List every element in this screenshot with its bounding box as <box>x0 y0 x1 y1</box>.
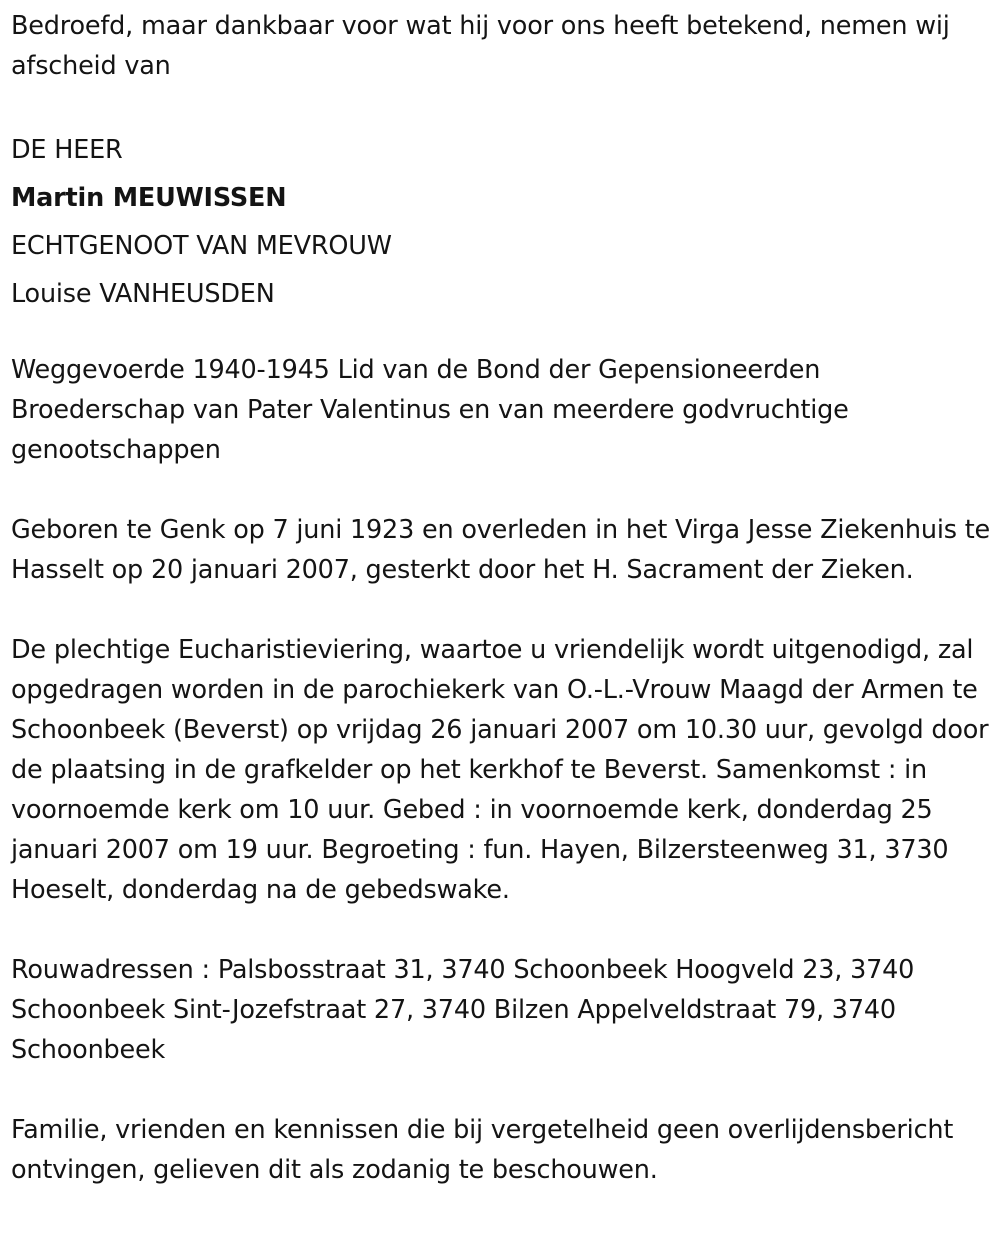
spacer <box>11 590 1000 630</box>
birth-death-text: Geboren te Genk op 7 juni 1923 en overleden in het Virga Jesse Ziekenhuis te Hasselt op 20 januari 2007, gesterkt door het H. Sacrament der Zieken. <box>11 515 990 585</box>
spacer <box>11 470 1000 510</box>
memberships-text: Weggevoerde 1940-1945 Lid van de Bond der Gepensioneerden Broederschap van Pater Valentinus en van meerdere godvruchtige genootschappen <box>11 355 849 465</box>
spacer <box>11 1070 1000 1110</box>
spouse-name: Louise VANHEUSDEN <box>11 279 275 309</box>
intro-text: Bedroefd, maar dankbaar voor wat hij voor ons heeft betekend, nemen wij afscheid van <box>11 11 950 81</box>
addresses-text: Rouwadressen : Palsbosstraat 31, 3740 Schoonbeek Hoogveld 23, 3740 Schoonbeek Sint-Jozefstraat 27, 3740 Bilzen Appelveldstraat 79, 3740 Schoonbeek <box>11 955 915 1065</box>
spouse-label: ECHTGENOOT VAN MEVROUW <box>11 231 392 261</box>
ceremony-text: De plechtige Eucharistieviering, waartoe u vriendelijk wordt uitgenodigd, zal opgedragen worden in de parochiekerk van O.-L.-Vrouw Maagd der Armen te Schoonbeek (Beverst) op vrijdag 26 januari 2007 om 10.30 uur, gevolgd door de plaatsing in de grafkelder op het kerkhof te Beverst. Samenkomst : in voornoemde kerk om 10 uur. Gebed : in voornoemde kerk, donderdag 25 januari 2007 om 19 uur. Begroeting : fun. Hayen, Bilzersteenweg 31, 3730 Hoeselt, donderdag na de gebedswake. <box>11 635 989 905</box>
spacer <box>11 910 1000 950</box>
closing-text: Familie, vrienden en kennissen die bij vergetelheid geen overlijdensbericht ontvingen, gelieven dit als zodanig te beschouwen. <box>11 1115 954 1185</box>
deceased-name: Martin MEUWISSEN <box>11 183 287 213</box>
spacer <box>11 86 1000 126</box>
spacer <box>11 318 1000 350</box>
honorific-title: DE HEER <box>11 135 123 165</box>
